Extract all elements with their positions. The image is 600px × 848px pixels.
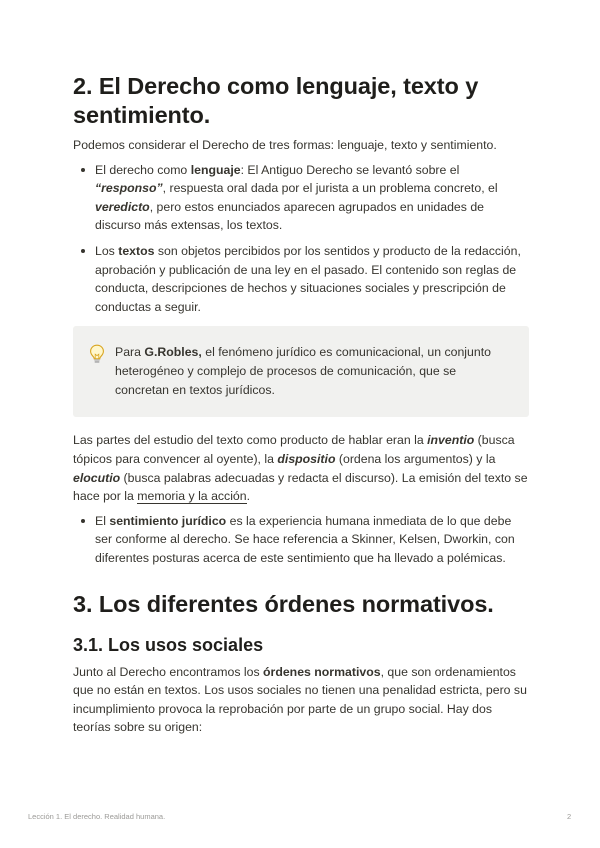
document-content — [73, 72, 529, 737]
callout-text: Para G.Robles, el fenómeno jurídico es comunicacional, un conjunto heterogéneo y complejo de procesos de comunicación, que se concretan en textos jurídicos. — [115, 345, 491, 397]
subsection-heading-3-1: 3.1. Los usos sociales — [73, 634, 264, 655]
page-footer: Lección 1. El derecho. Realidad humana. — [28, 812, 166, 821]
lightbulb-icon — [89, 343, 115, 369]
section-heading-3: 3. Los diferentes órdenes normativos. — [73, 590, 494, 617]
bullet-list-a — [73, 161, 529, 317]
list-item-lenguaje: El derecho como lenguaje: El Antiguo Derecho se levantó sobre el “responso”, respuesta oral dada por el jurista a un problema concreto, el veredicto, pero estos enunciados aparecen agrupados en unidades de discurso más extensas, los textos. — [73, 161, 529, 235]
list-item-textos: Los textos son objetos percibidos por los sentidos y producto de la redacción, aprobación y publicación de una ley en el pasado. El contenido son reglas de conducta, descripciones de hechos y situaciones sociales y prescripción de conductas a seguir. — [73, 242, 529, 316]
underlined-text: memoria y la acción — [137, 489, 247, 504]
paragraph-partes: Las partes del estudio del texto como producto de hablar eran la inventio (busca tópicos para convencer al oyente), la dispositio (ordena los argumentos) y la elocutio (busca palabras adecuadas y redacta el discurso). La emisión del texto se hace por la memoria y la acción. — [73, 433, 528, 504]
intro-paragraph: Podemos considerar el Derecho de tres formas: lenguaje, texto y sentimiento. — [73, 138, 497, 152]
paragraph-usos-sociales: Junto al Derecho encontramos los órdenes normativos, que son ordenamientos que no están en textos. Los usos sociales no tienen una penalidad estricta, pero su incumplimiento provoca la reprobación por parte de un grupo social. Hay dos teorías sobre su origen: — [73, 664, 527, 735]
callout-box — [73, 326, 529, 417]
bullet-list-b — [73, 512, 529, 568]
list-item-sentimiento: El sentimiento jurídico es la experiencia humana inmediata de lo que debe ser conforme al derecho. Se hace referencia a Skinner, Kelsen, Dworkin, con diferentes posturas acerca de este sentimiento que ha llevado a polémicas. — [73, 512, 529, 568]
section-heading-2: 2. El Derecho como lenguaje, texto y sentimiento. — [73, 73, 479, 128]
page-number: 2 — [567, 812, 572, 821]
